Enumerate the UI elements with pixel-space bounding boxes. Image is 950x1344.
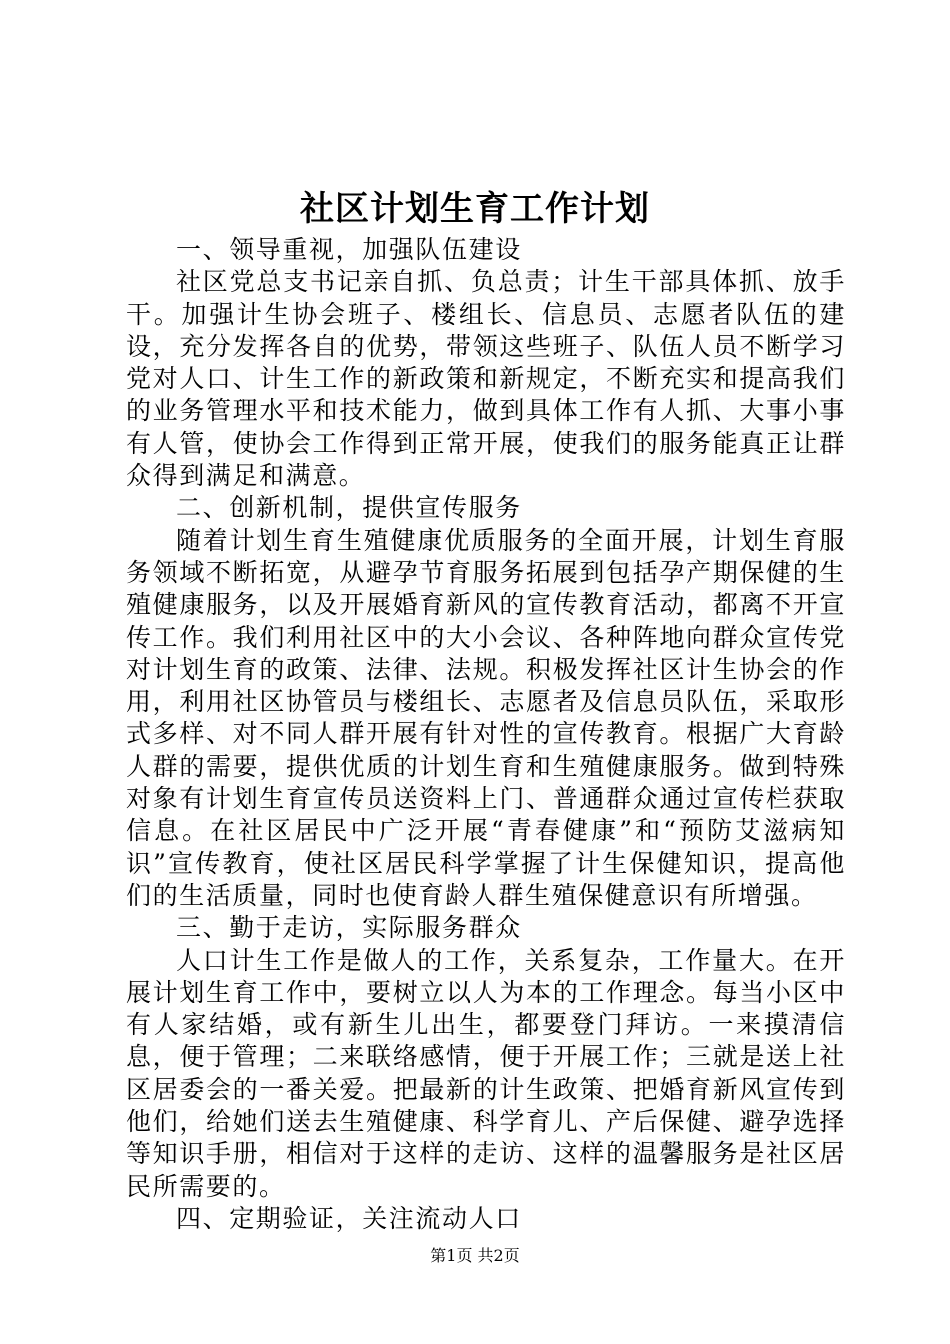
paragraph-2: 随着计划生育生殖健康优质服务的全面开展，计划生育服务领域不断拓宽，从避孕节育服务拓展到包括孕产期保健的生殖健康服务，以及开展婚育新风的宣传教育活动，都离不开宣传工作。我们利用社区中的大小会议、各种阵地向群众宣传党对计划生育的政策、法律、法规。积极发挥社区计生协会的作用，利用社区协管员与楼组长、志愿者及信息员队伍，采取形式多样、对不同人群开展有针对性的宣传教育。根据广大育龄人群的需要，提供优质的计划生育和生殖健康服务。做到特殊对象有计划生育宣传员送资料上门、普通群众通过宣传栏获取信息。在社区居民中广泛开展“青春健康”和“预防艾滋病知识”宣传教育，使社区居民科学掌握了计生保健知识，提高他们的生活质量，同时也使育龄人群生殖保健意识有所增强。	[126, 525, 846, 910]
document-title: 社区计划生育工作计划	[300, 189, 650, 229]
paragraph-1: 社区党总支书记亲自抓、负总责；计生干部具体抓、放手干。加强计生协会班子、楼组长、信息员、志愿者队伍的建设，充分发挥各自的优势，带领这些班子、队伍人员不断学习党对人口、计生工作的新政策和新规定，不断充实和提高我们的业务管理水平和技术能力，做到具体工作有人抓、大事小事有人管，使协会工作得到正常开展，使我们的服务能真正让群众得到满足和满意。	[126, 267, 846, 491]
document-body	[126, 234, 846, 1235]
section-heading-2: 二、创新机制，提供宣传服务	[176, 493, 522, 523]
page-footer: 第1页 共2页	[430, 1246, 520, 1265]
paragraph-3: 人口计生工作是做人的工作，关系复杂，工作量大。在开展计划生育工作中，要树立以人为本的工作理念。每当小区中有人家结婚，或有新生儿出生，都要登门拜访。一来摸清信息，便于管理；二来联络感情，便于开展工作；三就是送上社区居委会的一番关爱。把最新的计生政策、把婚育新风宣传到他们，给她们送去生殖健康、科学育儿、产后保健、避孕选择等知识手册，相信对于这样的走访、这样的温馨服务是社区居民所需要的。	[126, 945, 846, 1201]
section-heading-4: 四、定期验证，关注流动人口	[176, 1203, 522, 1233]
section-heading-1: 一、领导重视，加强队伍建设	[176, 235, 522, 264]
section-heading-3: 三、勤于走访，实际服务群众	[176, 913, 522, 943]
